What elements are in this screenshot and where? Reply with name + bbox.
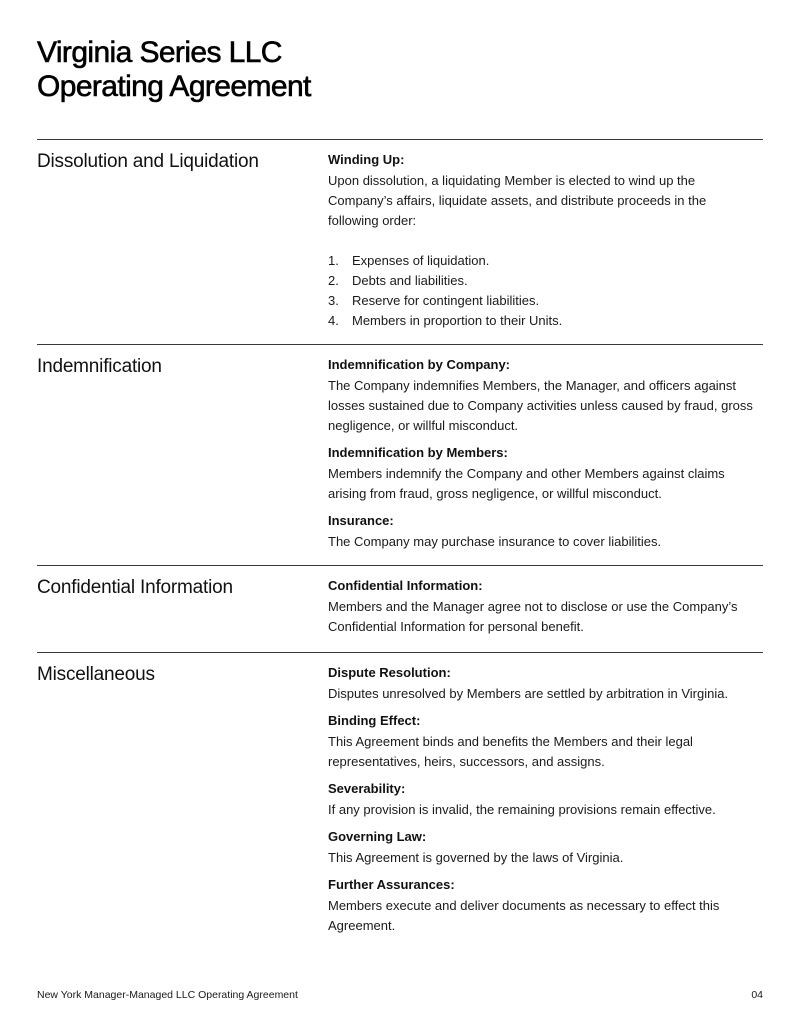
clause-text: Disputes unresolved by Members are settled by arbitration in Virginia. — [328, 686, 729, 701]
section-heading: Miscellaneous — [37, 664, 155, 685]
clause-indemnification-by-members — [328, 444, 758, 504]
clause-title: Dispute Resolution: — [328, 665, 451, 680]
list-item-number: 3. — [328, 293, 339, 308]
clause-text: This Agreement binds and benefits the Members and their legal representatives, heirs, successors, and assigns. — [328, 734, 693, 769]
list-item-number: 1. — [328, 253, 339, 268]
section-body — [328, 356, 758, 552]
clause-dispute-resolution — [328, 664, 758, 704]
clause-text: The Company may purchase insurance to cover liabilities. — [328, 534, 662, 549]
clause-title: Insurance: — [328, 513, 394, 528]
clause-title: Further Assurances: — [328, 877, 455, 892]
list-item-number: 2. — [328, 273, 339, 288]
clause-text: Members and the Manager agree not to disclose or use the Company’s Confidential Information for personal benefit. — [328, 599, 738, 634]
section-heading: Indemnification — [37, 356, 162, 377]
list-item — [328, 251, 758, 271]
clause-text: Members execute and deliver documents as necessary to effect this Agreement. — [328, 898, 720, 933]
section-confidential-information — [37, 565, 763, 653]
list-item-text: Debts and liabilities. — [352, 273, 468, 288]
section-indemnification — [37, 344, 763, 566]
section-body — [328, 151, 758, 331]
list-item — [328, 291, 758, 311]
clause-binding-effect — [328, 712, 758, 772]
clause-winding-up — [328, 151, 758, 231]
clause-text: Upon dissolution, a liquidating Member is elected to wind up the Company’s affairs, liquidate assets, and distribute proceeds in the following order: — [328, 173, 707, 228]
section-body — [328, 577, 758, 637]
section-dissolution-and-liquidation — [37, 139, 763, 345]
footer-page-number: 04 — [751, 989, 763, 1001]
clause-title: Confidential Information: — [328, 578, 483, 593]
clause-governing-law — [328, 828, 758, 868]
page-title — [37, 36, 737, 104]
liquidation-order-list — [328, 251, 758, 331]
list-item — [328, 271, 758, 291]
clause-title: Winding Up: — [328, 152, 405, 167]
clause-confidential-information — [328, 577, 758, 637]
clause-text: If any provision is invalid, the remaining provisions remain effective. — [328, 802, 716, 817]
clause-title: Severability: — [328, 781, 406, 796]
clause-title: Indemnification by Members: — [328, 445, 508, 460]
page-title-line-1: Virginia Series LLC — [37, 36, 282, 69]
clause-further-assurances — [328, 876, 758, 936]
clause-severability — [328, 780, 758, 820]
clause-text: The Company indemnifies Members, the Manager, and officers against losses sustained due to Company activities unless caused by fraud, gross negligence, or willful misconduct. — [328, 378, 753, 433]
section-body — [328, 664, 758, 936]
list-item-text: Expenses of liquidation. — [352, 253, 490, 268]
page-title-line-2: Operating Agreement — [37, 70, 311, 103]
section-heading: Dissolution and Liquidation — [37, 151, 259, 172]
clause-text: Members indemnify the Company and other Members against claims arising from fraud, gross negligence, or willful misconduct. — [328, 466, 725, 501]
clause-title: Binding Effect: — [328, 713, 421, 728]
list-item-text: Reserve for contingent liabilities. — [352, 293, 540, 308]
clause-text: This Agreement is governed by the laws of Virginia. — [328, 850, 624, 865]
clause-insurance — [328, 512, 758, 552]
section-miscellaneous — [37, 652, 763, 953]
list-item-number: 4. — [328, 313, 339, 328]
clause-title: Indemnification by Company: — [328, 357, 511, 372]
list-item-text: Members in proportion to their Units. — [352, 313, 563, 328]
footer-document-name: New York Manager-Managed LLC Operating Agreement — [37, 989, 298, 1001]
list-item — [328, 311, 758, 331]
section-heading: Confidential Information — [37, 577, 233, 598]
clause-title: Governing Law: — [328, 829, 427, 844]
clause-indemnification-by-company — [328, 356, 758, 436]
